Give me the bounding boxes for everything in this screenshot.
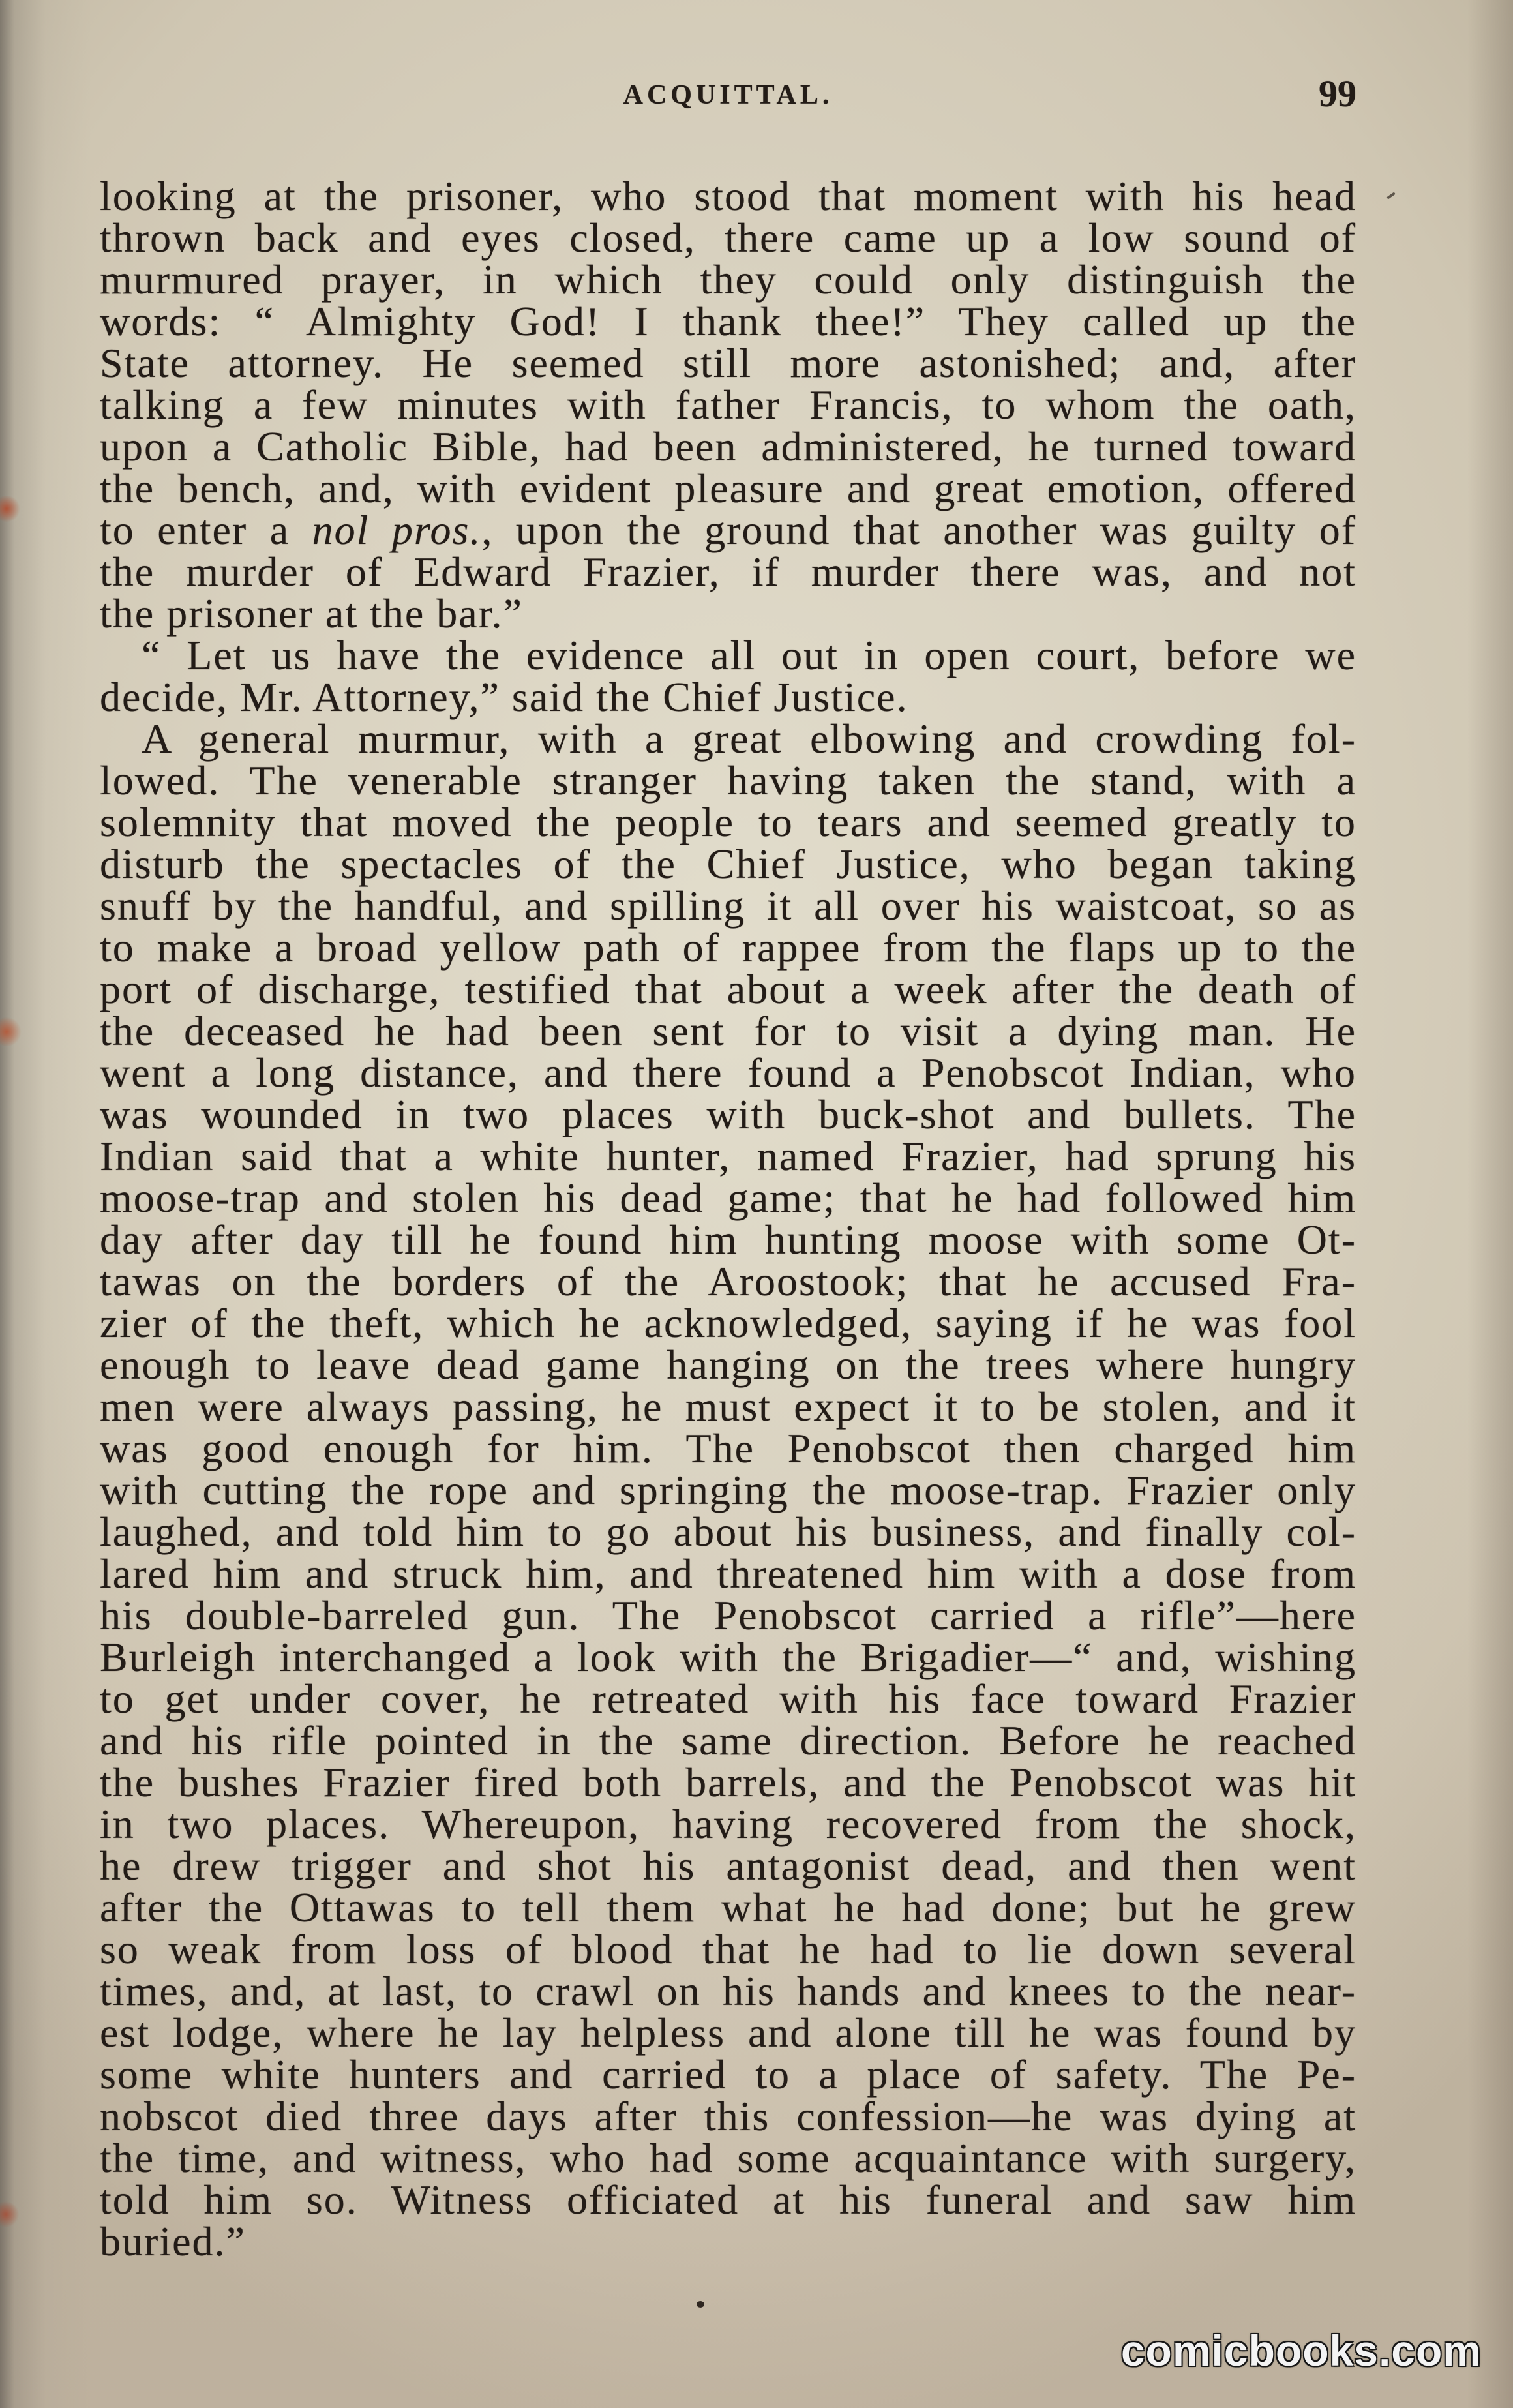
text-line: snuff by the handful, and spilling it all over his waistcoat, so as	[100, 882, 1356, 929]
text-line: the prisoner at the bar.”	[100, 590, 523, 637]
paper-stain	[0, 496, 21, 522]
text-line: port of discharge, testified that about a week after the death of	[100, 966, 1356, 1012]
text-line: day after day till he found him hunting moose with some Ot-	[100, 1216, 1356, 1263]
text-line: nobscot died three days after this confession—he was dying at	[100, 2093, 1356, 2139]
page-number: 99	[1319, 72, 1356, 115]
text-line: the bushes Frazier fired both barrels, and the Penobscot was hit	[100, 1759, 1356, 1805]
text-line: went a long distance, and there found a Penobscot Indian, who	[100, 1049, 1356, 1096]
italic-term: nol pros.	[312, 507, 482, 553]
ink-speck	[697, 2301, 704, 2308]
text-line: the bench, and, with evident pleasure and great emotion, offered	[100, 465, 1356, 511]
text-line: est lodge, where he lay helpless and alone till he was found by	[100, 2009, 1356, 2056]
paragraph	[100, 175, 1356, 635]
ink-speck	[1386, 192, 1396, 199]
text-line: solemnity that moved the people to tears and seemed greatly to	[100, 799, 1356, 845]
paper-stain	[0, 2201, 20, 2227]
text-line: thrown back and eyes closed, there came up a low sound of	[100, 215, 1356, 261]
text-segment: to enter a	[100, 507, 312, 553]
text-line: words: “ Almighty God! I thank thee!” They called up the	[100, 298, 1356, 344]
text-line: moose-trap and stolen his dead game; that he had followed him	[100, 1175, 1356, 1221]
text-line: the deceased he had been sent for to visit a dying man. He	[100, 1008, 1356, 1054]
text-line: buried.”	[100, 2218, 246, 2265]
text-line: the time, and witness, who had some acquaintance with surgery,	[100, 2135, 1356, 2181]
text-line: men were always passing, he must expect it to be stolen, and it	[100, 1383, 1356, 1430]
watermark: comicbooks.com	[1120, 2326, 1482, 2375]
text-line: murmured prayer, in which they could only distinguish the	[100, 256, 1356, 303]
text-line: State attorney. He seemed still more astonished; and, after	[100, 340, 1356, 386]
text-line: after the Ottawas to tell them what he had done; but he grew	[100, 1884, 1356, 1931]
text-line: times, and, at last, to crawl on his hands and knees to the near-	[100, 1968, 1356, 2014]
text-line: lared him and struck him, and threatened him with a dose from	[100, 1550, 1356, 1597]
text-line: disturb the spectacles of the Chief Justice, who began taking	[100, 841, 1356, 887]
text-line: the murder of Edward Frazier, if murder there was, and not	[100, 549, 1356, 595]
paper-stain	[0, 1017, 22, 1046]
text-line: tawas on the borders of the Aroostook; that he accused Fra-	[100, 1258, 1356, 1304]
text-line: some white hunters and carried to a place of safety. The Pe-	[100, 2051, 1356, 2098]
text-line: lowed. The venerable stranger having taken the stand, with a	[100, 757, 1356, 804]
text-line: his double-barreled gun. The Penobscot carried a rifle”—here	[100, 1592, 1356, 1638]
paragraph	[100, 715, 1356, 2265]
text-line: was good enough for him. The Penobscot then charged him	[100, 1425, 1356, 1471]
text-line: zier of the theft, which he acknowledged, saying if he was fool	[100, 1300, 1356, 1346]
text-line: enough to leave dead game hanging on the trees where hungry	[100, 1342, 1356, 1388]
text-line: so weak from loss of blood that he had to lie down several	[100, 1926, 1356, 1972]
text-line: in two places. Whereupon, having recovered from the shock,	[100, 1801, 1356, 1847]
body-text	[100, 175, 1356, 2263]
text-line: was wounded in two places with buck-shot and bullets. The	[100, 1091, 1356, 1137]
text-line: upon a Catholic Bible, had been administered, he turned toward	[100, 423, 1356, 470]
text-line: decide, Mr. Attorney,” said the Chief Justice.	[100, 674, 908, 720]
text-line: Burleigh interchanged a look with the Brigadier—“ and, wishing	[100, 1634, 1356, 1680]
text-line: to make a broad yellow path of rappee from the flaps up to the	[100, 924, 1356, 971]
text-line: talking a few minutes with father Francis, to whom the oath,	[100, 382, 1356, 428]
text-line: and his rifle pointed in the same direction. Before he reached	[100, 1717, 1356, 1764]
text-line: “ Let us have the evidence all out in open court, before we	[142, 632, 1356, 678]
paragraph	[100, 632, 1356, 720]
text-line: laughed, and told him to go about his business, and finally col-	[100, 1509, 1356, 1555]
text-line: looking at the prisoner, who stood that moment with his head	[100, 173, 1356, 219]
running-head: ACQUITTAL.	[623, 80, 833, 110]
text-line: he drew trigger and shot his antagonist dead, and then went	[100, 1843, 1356, 1889]
text-line: Indian said that a white hunter, named Frazier, had sprung his	[100, 1133, 1356, 1179]
text-segment: , upon the ground that another was guilty of	[481, 507, 1357, 553]
text-line: to get under cover, he retreated with his face toward Frazier	[100, 1676, 1356, 1722]
text-line: A general murmur, with a great elbowing and crowding fol-	[142, 715, 1356, 762]
text-line: with cutting the rope and springing the moose-trap. Frazier only	[100, 1467, 1356, 1513]
text-line: told him so. Witness officiated at his funeral and saw him	[100, 2176, 1356, 2223]
text-line	[100, 509, 1356, 551]
